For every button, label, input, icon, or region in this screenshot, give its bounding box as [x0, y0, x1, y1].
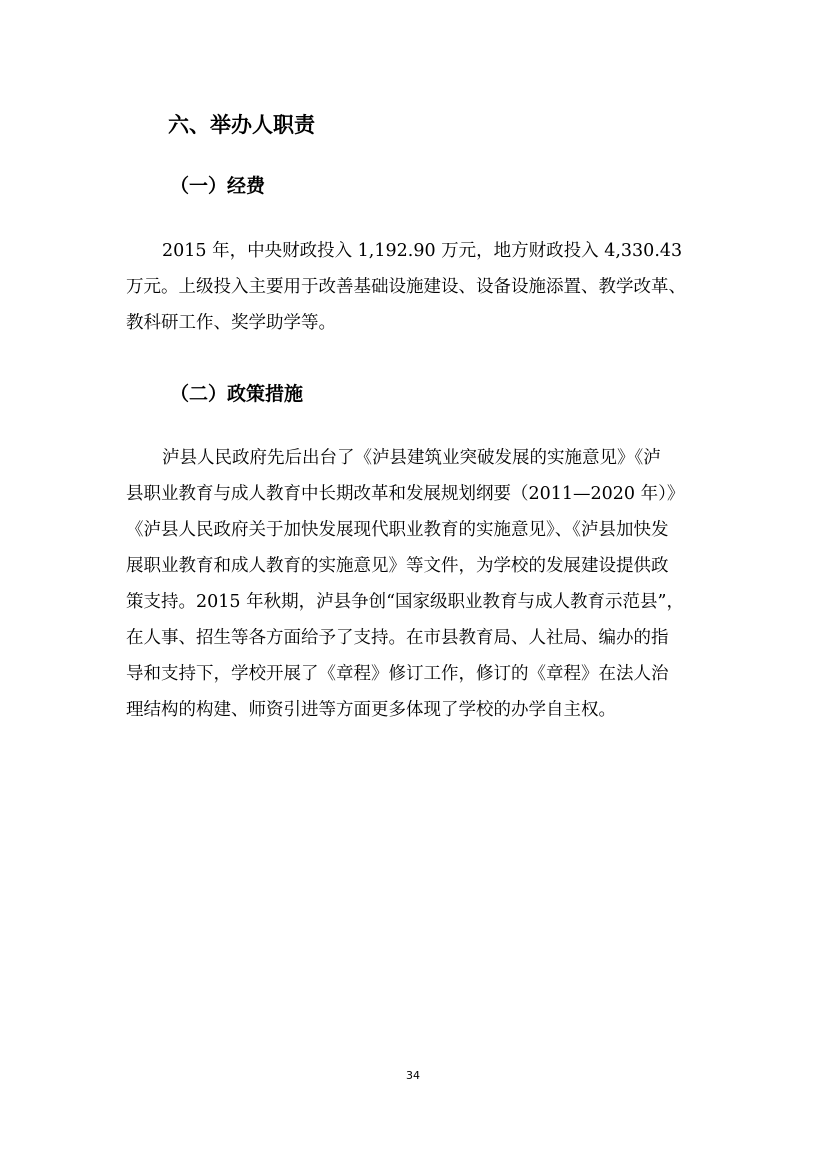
- paragraph-line: 教科研工作、奖学助学等。: [126, 313, 336, 333]
- policy-paragraph: [126, 440, 726, 728]
- funding-paragraph: [126, 233, 726, 341]
- paragraph-line: 县职业教育与成人教育中长期改革和发展规划纲要（2011—2020 年）》: [126, 484, 685, 504]
- section-heading-policy: （二）政策措施: [170, 383, 304, 405]
- paragraph-line: 展职业教育和成人教育的实施意见》等文件，为学校的发展建设提供政: [126, 556, 669, 576]
- paragraph-line: 泸县人民政府先后出台了《泸县建筑业突破发展的实施意见》《泸: [162, 448, 661, 468]
- chapter-heading: 六、举办人职责: [168, 113, 315, 137]
- paragraph-line: 策支持。2015 年秋期，泸县争创“国家级职业教育与成人教育示范县”，: [126, 592, 684, 612]
- paragraph-line: 在人事、招生等各方面给予了支持。在市县教育局、人社局、编办的指: [126, 628, 669, 648]
- page-number: 34: [406, 1069, 420, 1082]
- paragraph-line: 2015 年，中央财政投入 1,192.90 万元，地方财政投入 4,330.43: [162, 241, 683, 261]
- section-heading-funding: （一）经费: [170, 175, 266, 197]
- paragraph-line: 理结构的构建、师资引进等方面更多体现了学校的办学自主权。: [126, 700, 616, 720]
- paragraph-line: 万元。上级投入主要用于改善基础设施建设、设备设施添置、教学改革、: [126, 277, 686, 297]
- paragraph-line: 导和支持下，学校开展了《章程》修订工作，修订的《章程》在法人治: [126, 664, 669, 684]
- paragraph-line: 《泸县人民政府关于加快发展现代职业教育的实施意见》、《泸县加快发: [126, 520, 669, 540]
